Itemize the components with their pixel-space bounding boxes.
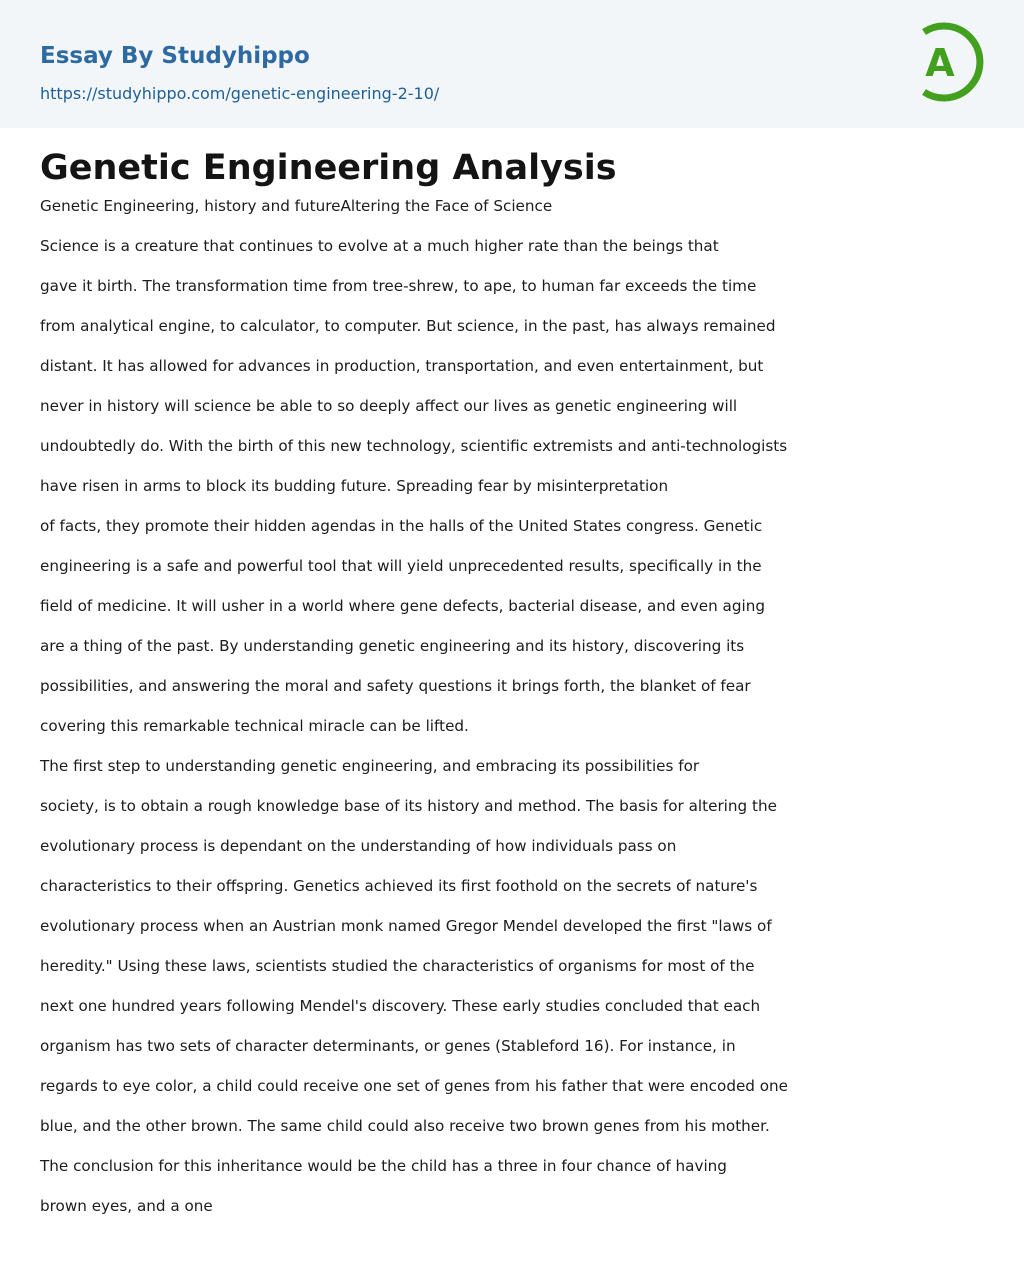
- essay-line: blue, and the other brown. The same child could also receive two brown genes from his mother.: [40, 1117, 770, 1135]
- essay-line: society, is to obtain a rough knowledge base of its history and method. The basis for altering the: [40, 797, 777, 815]
- site-header: [0, 0, 1024, 128]
- essay-line: undoubtedly do. With the birth of this new technology, scientific extremists and anti-technologists: [40, 437, 788, 455]
- essay-line: have risen in arms to block its budding future. Spreading fear by misinterpretation: [40, 477, 669, 495]
- essay-line: The conclusion for this inheritance would be the child has a three in four chance of having: [40, 1157, 727, 1175]
- essay-line: Science is a creature that continues to evolve at a much higher rate than the beings that: [40, 237, 719, 255]
- logo-letter: A: [925, 41, 955, 85]
- essay-line: next one hundred years following Mendel's discovery. These early studies concluded that each: [40, 997, 761, 1015]
- essay-line: field of medicine. It will usher in a world where gene defects, bacterial disease, and even aging: [40, 597, 765, 615]
- essay-line: distant. It has allowed for advances in production, transportation, and even entertainment, but: [40, 357, 764, 375]
- essay-body: [40, 226, 920, 1226]
- essay-line: never in history will science be able to so deeply affect our lives as genetic engineering will: [40, 397, 738, 415]
- essay-line: gave it birth. The transformation time from tree-shrew, to ape, to human far exceeds the time: [40, 277, 757, 295]
- brand-title: Essay By Studyhippo: [40, 43, 310, 69]
- essay-line: covering this remarkable technical miracle can be lifted.: [40, 717, 469, 735]
- essay-line: brown eyes, and a one: [40, 1197, 213, 1215]
- essay-line: are a thing of the past. By understanding genetic engineering and its history, discovering its: [40, 637, 745, 655]
- essay-line: evolutionary process is dependant on the understanding of how individuals pass on: [40, 837, 677, 855]
- essay-line: organism has two sets of character determinants, or genes (Stableford 16). For instance, in: [40, 1037, 736, 1055]
- studyhippo-logo-icon[interactable]: [911, 18, 989, 106]
- source-url-link[interactable]: https://studyhippo.com/genetic-engineering-2-10/: [40, 84, 440, 103]
- essay-line: regards to eye color, a child could receive one set of genes from his father that were encoded one: [40, 1077, 789, 1095]
- page-title: Genetic Engineering Analysis: [40, 148, 617, 188]
- essay-line: The first step to understanding genetic engineering, and embracing its possibilities for: [40, 757, 700, 775]
- essay-line: of facts, they promote their hidden agendas in the halls of the United States congress. Genetic: [40, 517, 763, 535]
- essay-line: evolutionary process when an Austrian monk named Gregor Mendel developed the first "laws of: [40, 917, 772, 935]
- essay-line: heredity." Using these laws, scientists studied the characteristics of organisms for most of the: [40, 957, 755, 975]
- essay-line: from analytical engine, to calculator, to computer. But science, in the past, has always remained: [40, 317, 776, 335]
- essay-line: engineering is a safe and powerful tool that will yield unprecedented results, specifically in the: [40, 557, 762, 575]
- essay-line: characteristics to their offspring. Genetics achieved its first foothold on the secrets of nature's: [40, 877, 758, 895]
- essay-line: possibilities, and answering the moral and safety questions it brings forth, the blanket of fear: [40, 677, 751, 695]
- article-subtitle: Genetic Engineering, history and futureAltering the Face of Science: [40, 197, 553, 215]
